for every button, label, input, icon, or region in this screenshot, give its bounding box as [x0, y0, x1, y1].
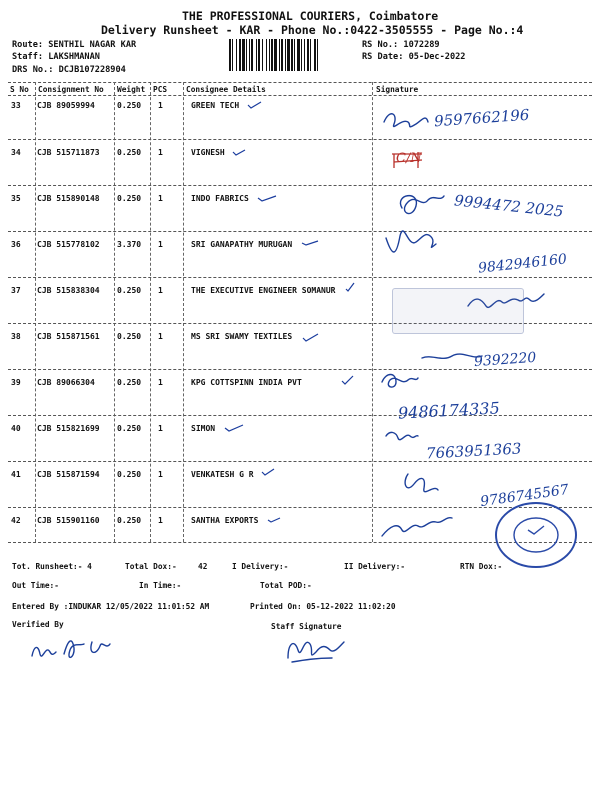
row-weight: 0.250 [117, 286, 142, 295]
signature-phone: 9994472 2025 [453, 191, 565, 221]
row-sno: 37 [11, 286, 21, 295]
col-header-sno: S No [10, 85, 29, 94]
row-weight: 0.250 [117, 470, 142, 479]
signature-phone: 9842946160 [477, 251, 568, 277]
row-pcs: 1 [158, 240, 163, 249]
signature-scribble [386, 231, 436, 252]
signature-scribble [386, 432, 418, 439]
tick-mark [342, 376, 353, 384]
signature-scribble [384, 114, 428, 127]
tick-mark [346, 283, 354, 291]
row-consignment: CJB 515711873 [37, 148, 100, 157]
tick-mark [268, 518, 280, 522]
row-sno: 33 [11, 101, 21, 110]
row-consignment: CJB 515890148 [37, 194, 100, 203]
row-pcs: 1 [158, 101, 163, 110]
printed-on: Printed On: 05-12-2022 11:02:20 [250, 602, 396, 611]
entered-by: Entered By :INDUKAR 12/05/2022 11:01:52 AM [12, 602, 210, 611]
tick-mark [303, 334, 318, 341]
route-label: Route: SENTHIL NAGAR KAR [12, 40, 137, 50]
row-pcs: 1 [158, 332, 163, 341]
total-runsheet: Tot. Runsheet:- 4 [12, 562, 92, 571]
company-title: THE PROFESSIONAL COURIERS, Coimbatore [182, 9, 439, 23]
signature-scribble [382, 518, 452, 536]
total-pod: Total POD:- [260, 581, 312, 590]
staff-signature [282, 628, 352, 668]
tick-mark [302, 241, 318, 245]
row-consignee: KPG COTTSPINN INDIA PVT [191, 378, 302, 387]
verifier-signature [28, 628, 118, 668]
signature-phone: 9597662196 [433, 105, 530, 131]
row-sno: 40 [11, 424, 21, 433]
ii-delivery: II Delivery:- [344, 562, 406, 571]
row-consignment: CJB 89059994 [37, 101, 95, 110]
row-consignee: SRI GANAPATHY MURUGAN [191, 240, 293, 249]
row-weight: 0.250 [117, 516, 142, 525]
drs-number: DRS No.: DCJB107228904 [12, 65, 126, 75]
rs-number: RS No.: 1072289 [362, 40, 440, 50]
row-pcs: 1 [158, 148, 163, 157]
row-consignee: THE EXECUTIVE ENGINEER SOMANUR [191, 286, 336, 295]
row-weight: 0.250 [117, 194, 142, 203]
row-consignee: SANTHA EXPORTS [191, 516, 259, 525]
row-pcs: 1 [158, 286, 163, 295]
row-consignment: CJB 515871594 [37, 470, 100, 479]
tick-mark [233, 150, 245, 155]
signature-phone: 9392220 [473, 349, 537, 371]
row-consignee: VENKATESH G R [191, 470, 254, 479]
signature-scribble [405, 474, 438, 492]
tick-mark [248, 102, 261, 108]
row-weight: 3.370 [117, 240, 142, 249]
tick-mark [225, 425, 243, 431]
signature-phone: 9486174335 [397, 398, 501, 423]
row-consignee: INDO FABRICS [191, 194, 249, 203]
row-consignment: CJB 515871561 [37, 332, 100, 341]
company-seal [492, 500, 582, 570]
total-dox-label: Total Dox:- [125, 562, 177, 571]
rtn-dox: RTN Dox:- [460, 562, 503, 571]
signature-scribble [382, 375, 418, 388]
row-consignment: CJB 515838304 [37, 286, 100, 295]
row-consignee: VIGNESH [191, 148, 225, 157]
office-stamp-faded [392, 288, 524, 334]
signature-phone: 9786745567 [479, 481, 570, 511]
verified-by-label: Verified By [12, 620, 64, 629]
row-sno: 42 [11, 516, 21, 525]
col-header-consignee: Consignee Details [186, 85, 266, 94]
row-consignee: SIMON [191, 424, 216, 433]
row-sno: 41 [11, 470, 21, 479]
row-weight: 0.250 [117, 424, 142, 433]
in-time: In Time:- [139, 581, 182, 590]
row-consignment: CJB 515778102 [37, 240, 100, 249]
signature-scribble [400, 196, 444, 214]
staff-label: Staff: LAKSHMANAN [12, 52, 100, 62]
row-consignee: GREEN TECH [191, 101, 240, 110]
row-sno: 35 [11, 194, 21, 203]
row-pcs: 1 [158, 424, 163, 433]
col-header-consignment: Consignment No [38, 85, 104, 94]
rs-date: RS Date: 05-Dec-2022 [362, 52, 466, 62]
row-sno: 36 [11, 240, 21, 249]
signature-note: C/N [396, 151, 422, 166]
staff-signature-label: Staff Signature [271, 622, 342, 631]
row-consignment: CJB 89066304 [37, 378, 95, 387]
row-pcs: 1 [158, 516, 163, 525]
runsheet-title: Delivery Runsheet - KAR - Phone No.:0422-3505555 - Page No.:4 [101, 23, 524, 37]
row-consignee: MS SRI SWAMY TEXTILES [191, 332, 293, 341]
row-pcs: 1 [158, 378, 163, 387]
row-sno: 39 [11, 378, 21, 387]
i-delivery: I Delivery:- [232, 562, 289, 571]
row-consignment: CJB 515821699 [37, 424, 100, 433]
col-header-signature: Signature [376, 85, 419, 94]
tick-mark [258, 196, 276, 201]
row-consignment: CJB 515901160 [37, 516, 100, 525]
row-weight: 0.250 [117, 148, 142, 157]
row-weight: 0.250 [117, 332, 142, 341]
tick-mark [262, 469, 274, 475]
row-sno: 38 [11, 332, 21, 341]
row-pcs: 1 [158, 194, 163, 203]
col-header-weight: Weight [117, 85, 146, 94]
row-pcs: 1 [158, 470, 163, 479]
row-sno: 34 [11, 148, 21, 157]
signature-phone: 7663951363 [425, 439, 522, 463]
row-weight: 0.250 [117, 101, 142, 110]
col-header-pcs: PCS [153, 85, 168, 94]
out-time: Out Time:- [12, 581, 59, 590]
total-dox-value: 42 [198, 562, 208, 571]
row-weight: 0.250 [117, 378, 142, 387]
